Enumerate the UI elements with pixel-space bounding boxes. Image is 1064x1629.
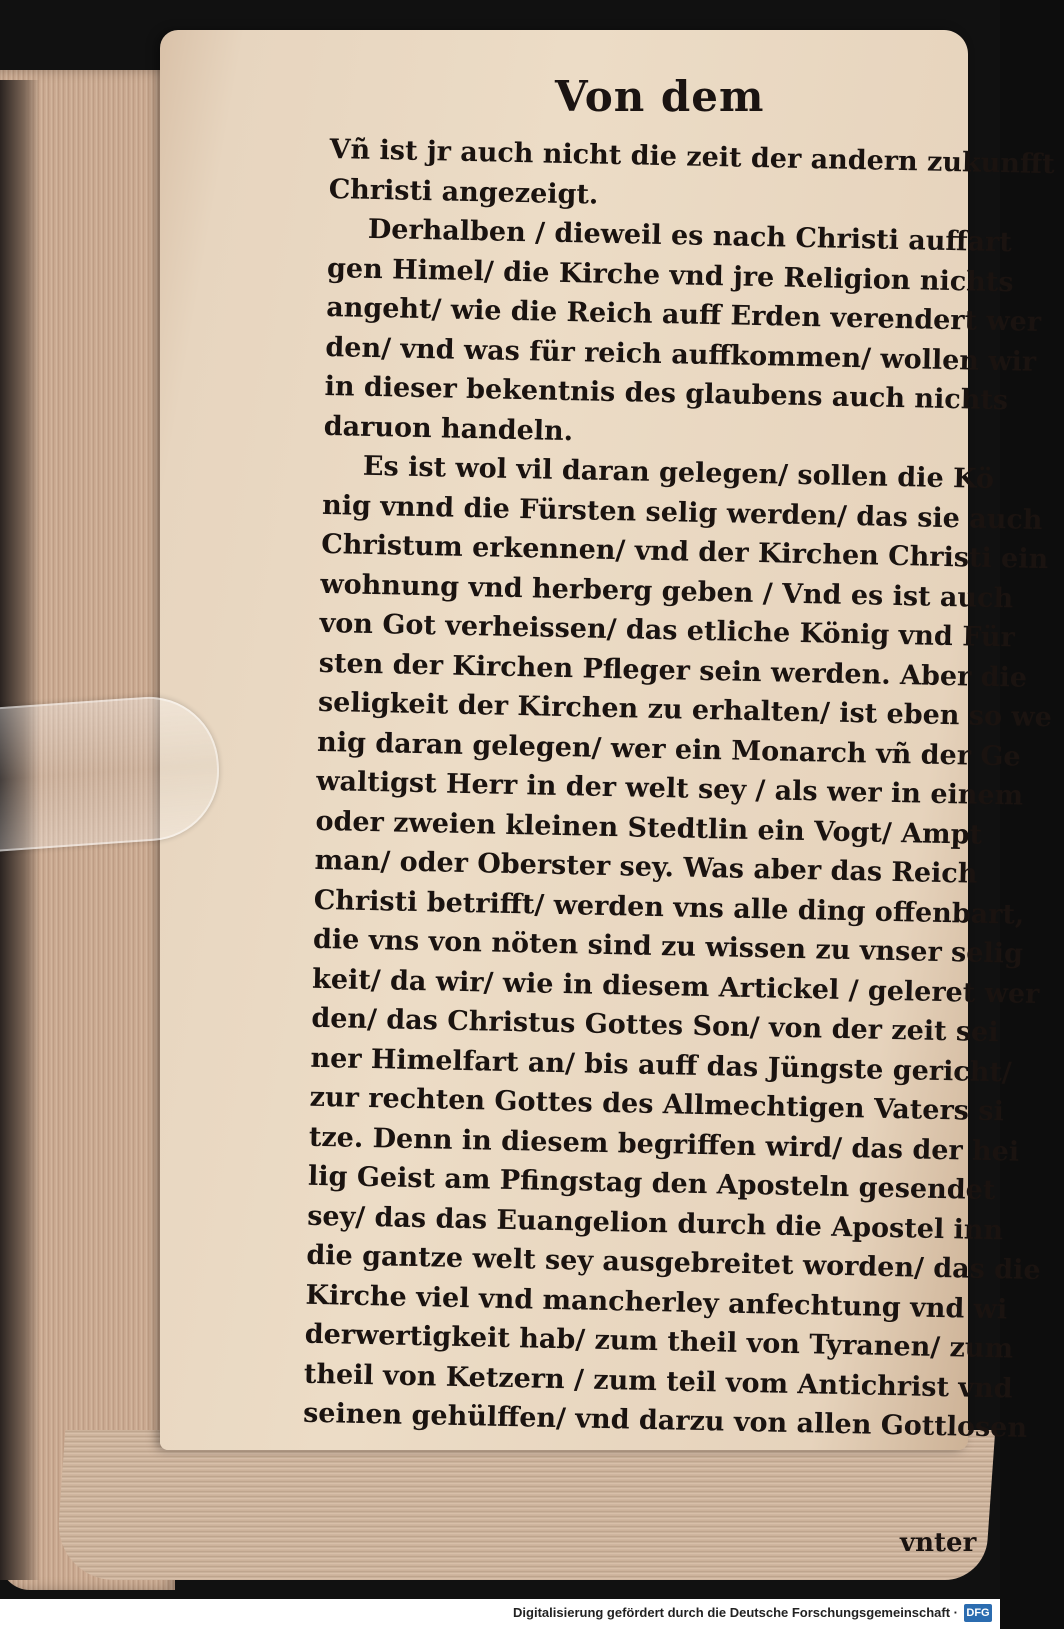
text-line: nig vnnd die Fürsten selig werden/ das sie auch — [321, 489, 1043, 536]
text-line: oder zweien kleinen Stedtlin ein Vogt/ Ampt — [315, 805, 983, 851]
text-line: Es ist wol vil daran gelegen/ sollen die Kö — [362, 450, 995, 495]
page-edges-bottom — [55, 1430, 995, 1580]
text-line: Christi angezeigt. — [328, 173, 599, 211]
text-line: angeht/ wie die Reich auff Erden verendert wer — [325, 291, 1042, 338]
text-line: Kirche viel vnd mancherley anfechtung vnd wi — [305, 1279, 1008, 1325]
catchword: vnter — [900, 1528, 977, 1558]
running-head: Von dem — [555, 72, 765, 121]
text-line: den/ das Christus Gottes Son/ von der zeit sei — [311, 1002, 999, 1049]
text-line: seinen gehülffen/ vnd darzu von allen Gottlosen — [302, 1397, 1028, 1444]
footer-credit: Digitalisierung gefördert durch die Deutsche Forschungsgemeinschaft · — [513, 1605, 958, 1620]
text-line: waltigst Herr in der welt sey / als wer in einem — [316, 765, 1024, 812]
text-line: Vñ ist jr auch nicht die zeit der andern zukunfft — [329, 133, 1055, 181]
text-line: in dieser bekentnis des glaubens auch nichts — [324, 370, 1009, 417]
text-line: den/ vnd was für reich auffkommen/ wollen wir — [325, 331, 1037, 378]
text-line: Christum erkennen/ vnd der Kirchen Christi ein — [320, 528, 1049, 576]
text-line: lig Geist am Pfingstag den Aposteln gesendet — [307, 1160, 996, 1207]
text-line: Derhalben / dieweil es nach Christi auffart — [367, 213, 1013, 259]
text-line: zur rechten Gottes des Allmechtigen Vaters si — [309, 1081, 1005, 1128]
dfg-logo-icon: DFG — [964, 1604, 992, 1622]
page-text — [302, 130, 1055, 1446]
text-line: von Got verheissen/ das etliche König vnd Für — [319, 607, 1016, 654]
text-line: tze. Denn in diesem begriffen wird/ das der hei — [308, 1121, 1020, 1168]
text-line: sey/ das das Euangelion durch die Apostel inn — [306, 1200, 1004, 1246]
text-line: theil von Ketzern / zum teil vom Antichrist vnd — [303, 1358, 1013, 1405]
text-line: wohnung vnd herberg geben / Vnd es ist auch — [320, 568, 1014, 614]
text-line: ner Himelfart an/ bis auff das Jüngste gericht/ — [310, 1042, 1013, 1088]
text-line: gen Himel/ die Kirche vnd jre Religion nichts — [326, 252, 1014, 298]
text-line: derwertigkeit hab/ zum theil von Tyranen/ zum — [304, 1318, 1014, 1365]
text-line: daruon handeln. — [323, 410, 574, 447]
text-line: keit/ da wir/ wie in diesem Artickel / geleret wer — [311, 963, 1040, 1010]
text-line: die gantze welt sey ausgebreitet worden/ das die — [306, 1239, 1041, 1287]
text-line: nig daran gelegen/ wer ein Monarch vñ der Ge — [316, 726, 1021, 773]
text-line: die vns von nöten sind zu wissen zu vnser selig — [312, 923, 1024, 970]
text-line: man/ oder Oberster sey. Was aber das Reich — [314, 844, 978, 890]
text-line: seligkeit der Kirchen zu erhalten/ ist eben so we — [317, 686, 1053, 734]
text-line: Christi betrifft/ werden vns alle ding offenbart, — [313, 884, 1025, 931]
text-line: sten der Kirchen Pfleger sein werden. Aber die — [318, 647, 1028, 694]
